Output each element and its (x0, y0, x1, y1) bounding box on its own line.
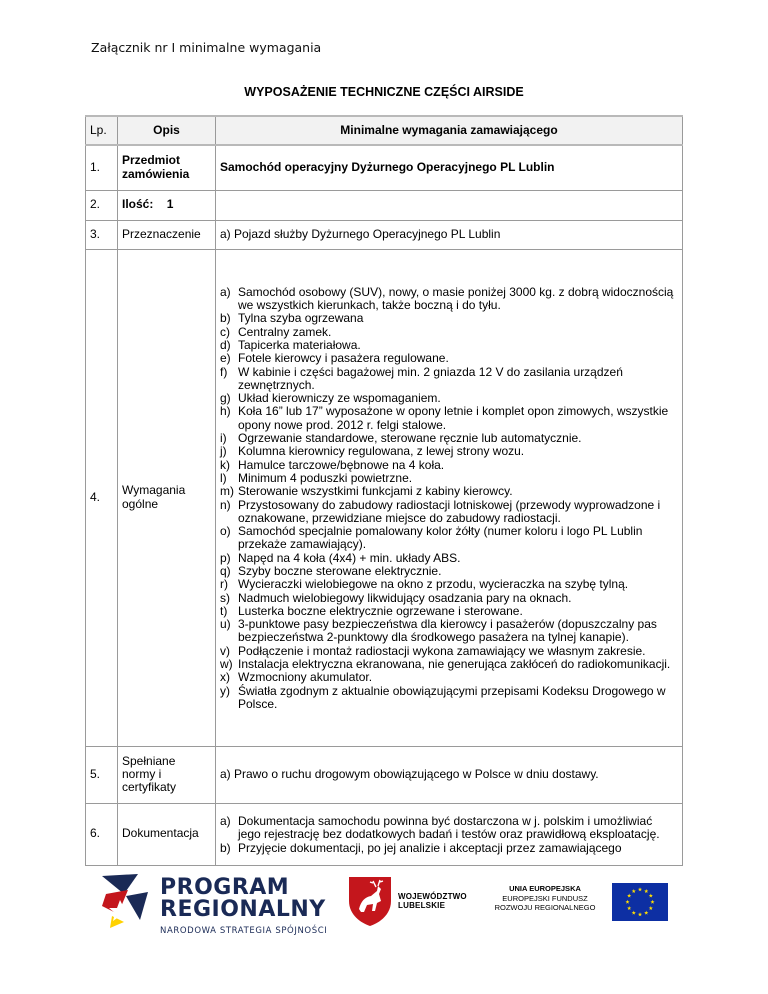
item-letter: f) (220, 364, 228, 379)
item-text: Minimum 4 poduszki powietrzne. (238, 470, 413, 485)
item-letter: r) (220, 577, 228, 592)
list-item (220, 552, 678, 565)
row-value-empty (216, 190, 683, 220)
item-letter: c) (220, 324, 230, 339)
table-row (86, 190, 683, 220)
list-item (220, 578, 678, 591)
qty-value: 1 (166, 197, 174, 212)
item-letter: t) (220, 603, 228, 618)
item-text: Instalacja elektryczna ekranowana, nie generująca zakłóceń do radiokomunikacji. (238, 657, 671, 672)
item-letter: m) (220, 484, 234, 499)
item-text: Sterowanie wszystkimi funkcjami z kabiny kierowcy. (238, 484, 513, 499)
item-text: Centralny zamek. (238, 324, 332, 339)
row-lp: 1. (86, 145, 118, 190)
item-text: Tapicerka materiałowa. (238, 337, 361, 352)
table-row (86, 220, 683, 249)
list-item (220, 459, 678, 472)
wojewodztwo-line: WOJEWÓDZTWO (398, 892, 467, 901)
item-letter: b) (220, 840, 231, 855)
list-item (220, 499, 678, 526)
item-text: Nadmuch wielobiegowy likwidujący osadzania pary na oknach. (238, 590, 572, 605)
eu-flag-icon (612, 883, 668, 921)
item-letter: b) (220, 311, 231, 326)
item-letter: d) (220, 337, 231, 352)
item-text: 3-punktowe pasy bezpieczeństwa dla kierowcy i pasażerów (dopuszczalny pas bezpieczeństwa 2-punktowy dla środkowego pasażera na tylnej kanapie). (238, 617, 657, 645)
item-letter: y) (220, 683, 230, 698)
fund-line: EUROPEJSKI FUNDUSZ (502, 893, 588, 903)
row-value: a) Prawo o ruchu drogowym obowiązującego w Polsce w dniu dostawy. (216, 746, 683, 803)
item-text: Samochód osobowy (SUV), nowy, o masie poniżej 3000 kg. z dobrą widocznością we wszystkich kierunkach, także boczną i do tyłu. (238, 284, 674, 313)
row-opis (118, 190, 216, 220)
document-title: WYPOSAŻENIE TECHNICZNE CZĘŚCI AIRSIDE (244, 85, 524, 99)
item-letter: v) (220, 643, 230, 658)
item-letter: j) (220, 444, 227, 459)
item-text: Kolumna kierownicy regulowana, z lewej strony wozu. (238, 444, 525, 459)
item-text: Fotele kierowcy i pasażera regulowane. (238, 351, 449, 366)
header-note: Załącznik nr I minimalne wymagania (91, 40, 322, 55)
item-text: Dokumentacja samochodu powinna być dostarczona w j. polskim i umożliwiać jego rejestrację bez dodatkowych badań i testów oraz prawidłową eksploatację. (238, 814, 660, 842)
footer-logos (0, 855, 768, 935)
row-lp: 2. (86, 190, 118, 220)
table-row (86, 746, 683, 803)
list-item (220, 405, 678, 432)
item-letter: k) (220, 457, 230, 472)
row-lp: 3. (86, 220, 118, 249)
lubelskie-line: LUBELSKIE (398, 901, 446, 910)
program-line: PROGRAM (160, 875, 290, 900)
list-item (220, 312, 678, 325)
item-letter: w) (220, 657, 233, 672)
list-item (220, 605, 678, 618)
item-letter: l) (220, 470, 227, 485)
table-row (86, 249, 683, 746)
list-item (220, 432, 678, 445)
item-text: Światła zgodnym z aktualnie obowiązującymi przepisami Kodeksu Drogowego w Polsce. (238, 683, 666, 711)
list-item (220, 658, 678, 671)
item-letter: i) (220, 431, 227, 446)
item-text: Napęd na 4 koła (4x4) + min. układy ABS. (238, 550, 461, 565)
row-opis: Przeznaczenie (118, 220, 216, 249)
program-regionalny-logo-icon (98, 870, 156, 930)
lubelskie-coat-of-arms-icon (347, 875, 393, 927)
item-text: Koła 16” lub 17” wyposażone w opony letnie i komplet opon zimowych, wszystkie opony nowe prod. 2012 r. felgi stalowe. (238, 404, 669, 432)
item-letter: a) (220, 814, 231, 829)
list-item (220, 525, 678, 552)
header-lp: Lp. (86, 116, 118, 145)
row-opis: Przedmiot zamówienia (118, 145, 216, 190)
item-letter: e) (220, 351, 231, 366)
eu-fund-text (480, 884, 610, 913)
item-text: Tylna szyba ogrzewana (238, 311, 364, 326)
item-letter: n) (220, 497, 231, 512)
row-opis: Spełniane normy i certyfikaty (118, 746, 216, 803)
row-lp: 4. (86, 249, 118, 746)
row-lp: 6. (86, 803, 118, 865)
item-letter: x) (220, 670, 230, 685)
item-text: Układ kierowniczy ze wspomaganiem. (238, 391, 441, 406)
item-text: Samochód specjalnie pomalowany kolor żółty (numer koloru i logo PL Lublin przekaże zamawiający). (238, 524, 643, 552)
strategy-line: NARODOWA STRATEGIA SPÓJNOŚCI (160, 926, 328, 936)
list-item (220, 842, 678, 855)
item-text: Wycieraczki wielobiegowe na okno z przodu, wycieraczka na szybę tylną. (238, 577, 629, 592)
list-item (220, 326, 678, 339)
item-text: Przyjęcie dokumentacji, po jej analizie i akceptacji przez zamawiającego (238, 840, 622, 855)
list-item (220, 445, 678, 458)
list-item (220, 472, 678, 485)
item-text: Ogrzewanie standardowe, sterowane ręcznie lub automatycznie. (238, 431, 582, 446)
item-letter: a) (220, 284, 231, 299)
regionalny-line: REGIONALNY (160, 897, 326, 922)
program-regionalny-text (160, 877, 327, 936)
list-item (220, 685, 678, 712)
list-item (220, 618, 678, 645)
list-item (220, 352, 678, 365)
ue-line: UNIA EUROPEJSKA (509, 884, 581, 893)
item-text: Lusterka boczne elektrycznie ogrzewane i sterowane. (238, 603, 523, 618)
list-item (220, 671, 678, 684)
list-item (220, 485, 678, 498)
list-item (220, 286, 678, 313)
item-text: Podłączenie i montaż radiostacji wykona zamawiający we własnym zakresie. (238, 643, 646, 658)
item-letter: h) (220, 404, 231, 419)
row-value (216, 249, 683, 746)
item-letter: g) (220, 391, 231, 406)
list-item (220, 645, 678, 658)
list-item (220, 366, 678, 393)
general-requirements-list (220, 286, 678, 712)
regional-line: ROZWOJU REGIONALNEGO (494, 903, 596, 912)
list-item (220, 815, 678, 842)
item-letter: u) (220, 617, 231, 632)
header-opis: Opis (118, 116, 216, 145)
row-value: Samochód operacyjny Dyżurnego Operacyjnego PL Lublin (216, 145, 683, 190)
header-wymagania: Minimalne wymagania zamawiającego (216, 116, 683, 145)
qty-label: Ilość: (122, 197, 154, 212)
documentation-list (220, 815, 678, 855)
table-row (86, 145, 683, 190)
row-opis: Wymagania ogólne (118, 249, 216, 746)
item-text: Przystosowany do zabudowy radiostacji lotniskowej (przewody wyprowadzone i oznakowane, przewidziane miejsce do zabudowy radiostacji. (238, 497, 661, 525)
item-text: Wzmocniony akumulator. (238, 670, 373, 685)
list-item (220, 565, 678, 578)
row-opis: Dokumentacja (118, 803, 216, 865)
item-text: W kabinie i części bagażowej min. 2 gniazda 12 V do zasilania urządzeń zewnętrznych. (238, 364, 623, 392)
lubelskie-text (398, 892, 467, 910)
row-value: a) Pojazd służby Dyżurnego Operacyjnego PL Lublin (216, 220, 683, 249)
item-letter: o) (220, 524, 231, 539)
list-item (220, 339, 678, 352)
row-lp: 5. (86, 746, 118, 803)
item-letter: s) (220, 590, 230, 605)
item-letter: q) (220, 563, 231, 578)
table-header-row (86, 116, 683, 145)
item-text: Hamulce tarczowe/bębnowe na 4 koła. (238, 457, 445, 472)
requirements-table (85, 115, 683, 866)
item-letter: p) (220, 550, 231, 565)
item-text: Szyby boczne sterowane elektrycznie. (238, 563, 442, 578)
list-item (220, 392, 678, 405)
list-item (220, 592, 678, 605)
